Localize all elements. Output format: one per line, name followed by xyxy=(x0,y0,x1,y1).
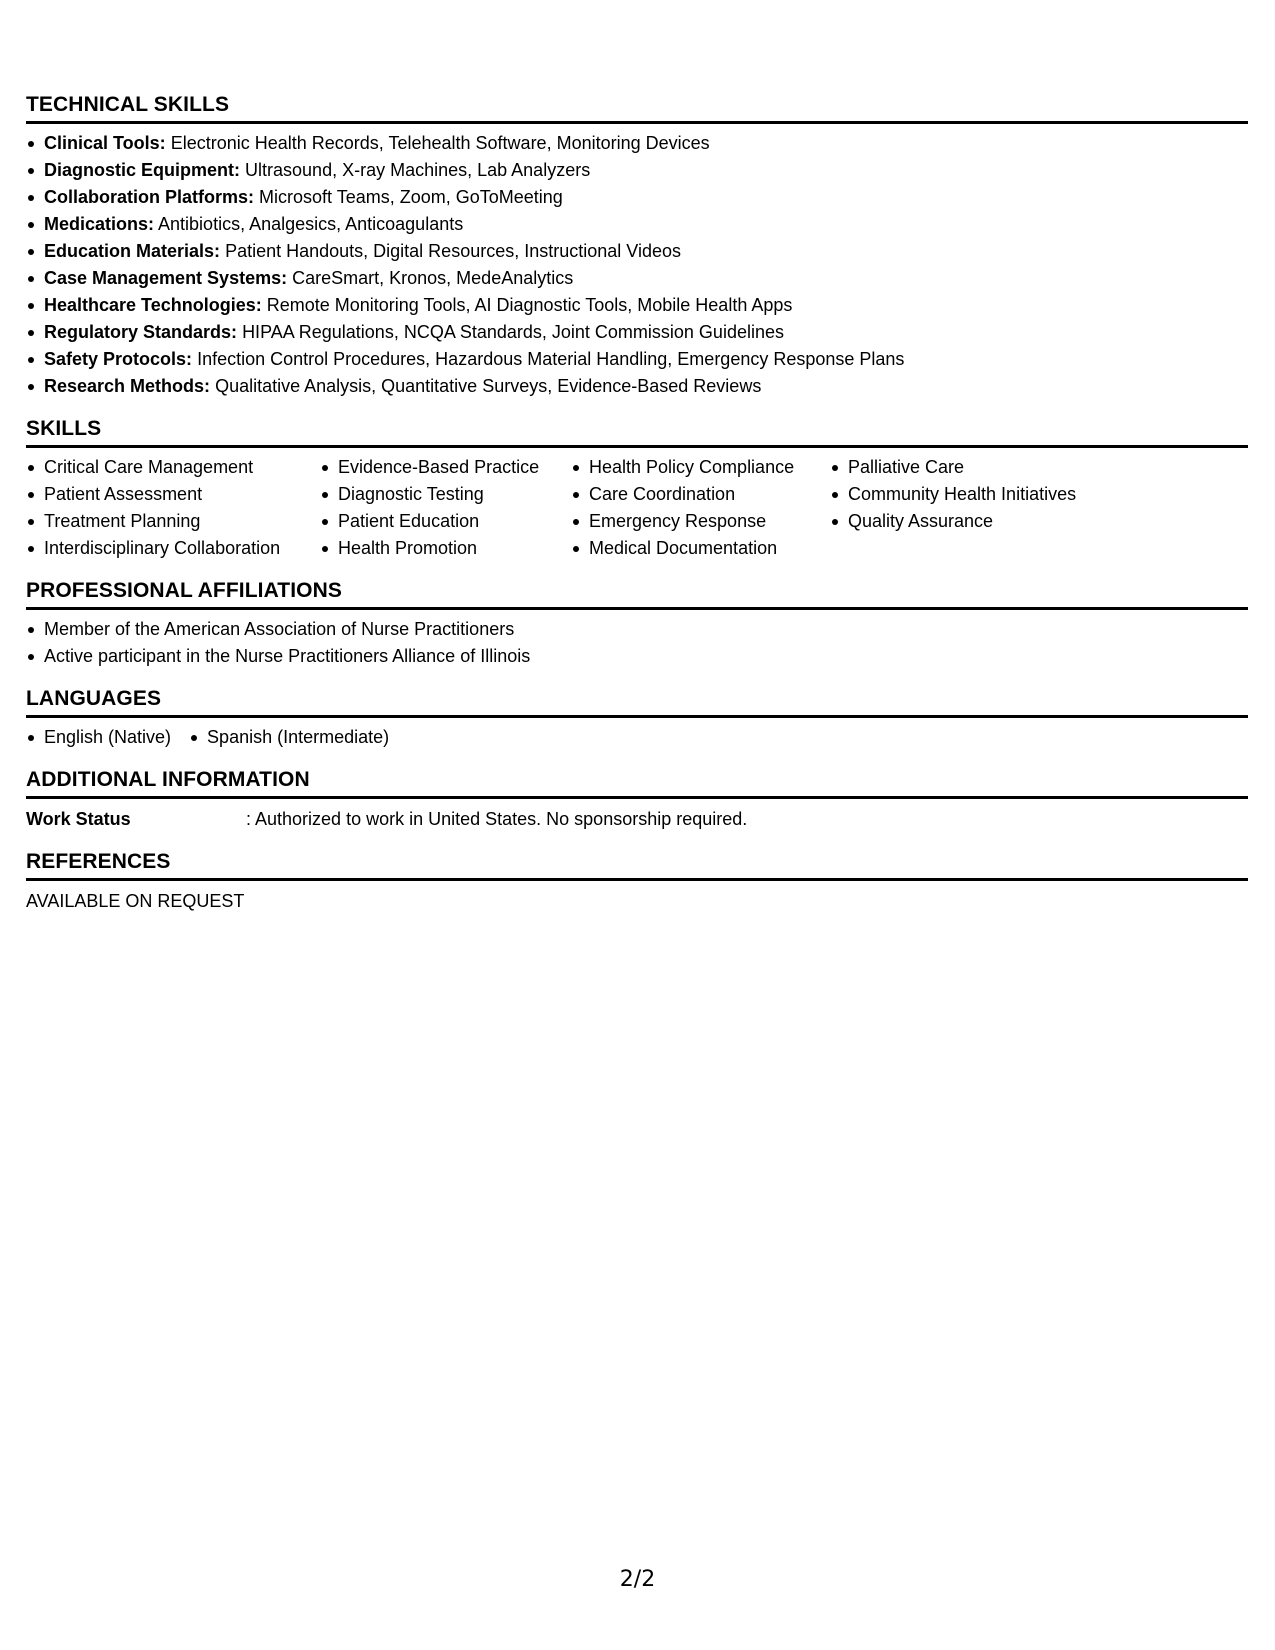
skills-grid xyxy=(26,454,1248,562)
item-label: Research Methods: xyxy=(44,376,211,396)
list-item: Medical Documentation xyxy=(571,535,830,562)
item-text: Remote Monitoring Tools, AI Diagnostic Tools, Mobile Health Apps xyxy=(266,295,793,315)
item-label: Collaboration Platforms: xyxy=(44,187,255,207)
languages-section xyxy=(26,686,1248,751)
additional-info-section xyxy=(26,767,1248,833)
list-item: Spanish (Intermediate) xyxy=(189,724,389,751)
affiliations-section xyxy=(26,578,1248,670)
item-label: Education Materials: xyxy=(44,241,221,261)
list-item: Treatment Planning xyxy=(26,508,320,535)
skills-column-2 xyxy=(320,454,571,562)
list-item: English (Native) xyxy=(26,724,171,751)
skills-section xyxy=(26,416,1248,562)
list-item xyxy=(26,319,1248,346)
list-item: Quality Assurance xyxy=(830,508,1130,535)
references-heading: REFERENCES xyxy=(26,849,1248,881)
work-status-label: Work Status xyxy=(26,809,131,829)
list-item xyxy=(26,238,1248,265)
item-text: Electronic Health Records, Telehealth Software, Monitoring Devices xyxy=(170,133,710,153)
list-item: Interdisciplinary Collaboration xyxy=(26,535,320,562)
work-status-row xyxy=(26,806,1248,833)
list-item xyxy=(26,265,1248,292)
technical-skills-section xyxy=(26,92,1248,400)
references-text: AVAILABLE ON REQUEST xyxy=(26,891,245,911)
list-item xyxy=(26,211,1248,238)
skills-column-1 xyxy=(26,454,320,562)
list-item: Patient Assessment xyxy=(26,481,320,508)
references-section xyxy=(26,849,1248,915)
list-item: Active participant in the Nurse Practitioners Alliance of Illinois xyxy=(26,643,1248,670)
languages-row xyxy=(26,724,1248,751)
languages-heading: LANGUAGES xyxy=(26,686,1248,718)
list-item: Patient Education xyxy=(320,508,571,535)
skills-column-4 xyxy=(830,454,1130,562)
list-item: Care Coordination xyxy=(571,481,830,508)
affiliations-heading: PROFESSIONAL AFFILIATIONS xyxy=(26,578,1248,610)
affiliations-list xyxy=(26,616,1248,670)
list-item: Health Policy Compliance xyxy=(571,454,830,481)
item-text: HIPAA Regulations, NCQA Standards, Joint Commission Guidelines xyxy=(242,322,784,342)
languages-column-2 xyxy=(189,724,389,751)
skills-heading: SKILLS xyxy=(26,416,1248,448)
list-item xyxy=(26,292,1248,319)
item-text: Microsoft Teams, Zoom, GoToMeeting xyxy=(259,187,563,207)
list-item: Evidence-Based Practice xyxy=(320,454,571,481)
item-label: Clinical Tools: xyxy=(44,133,166,153)
technical-skills-heading: TECHNICAL SKILLS xyxy=(26,92,1248,124)
page-number: 2/2 xyxy=(619,1567,656,1592)
item-text: Infection Control Procedures, Hazardous Material Handling, Emergency Response Plans xyxy=(197,349,905,369)
list-item: Health Promotion xyxy=(320,535,571,562)
item-text: Patient Handouts, Digital Resources, Instructional Videos xyxy=(225,241,681,261)
additional-info-heading: ADDITIONAL INFORMATION xyxy=(26,767,1248,799)
item-label: Healthcare Technologies: xyxy=(44,295,262,315)
list-item xyxy=(26,184,1248,211)
item-text: Ultrasound, X-ray Machines, Lab Analyzers xyxy=(245,160,591,180)
resume-page xyxy=(26,92,1248,931)
list-item xyxy=(26,130,1248,157)
item-label: Regulatory Standards: xyxy=(44,322,238,342)
work-status-value: : Authorized to work in United States. No sponsorship required. xyxy=(246,809,748,829)
list-item: Community Health Initiatives xyxy=(830,481,1130,508)
list-item xyxy=(26,157,1248,184)
list-item: Palliative Care xyxy=(830,454,1130,481)
list-item: Emergency Response xyxy=(571,508,830,535)
item-text: Antibiotics, Analgesics, Anticoagulants xyxy=(158,214,464,234)
languages-column-1 xyxy=(26,724,171,751)
skills-column-3 xyxy=(571,454,830,562)
list-item: Diagnostic Testing xyxy=(320,481,571,508)
technical-skills-list xyxy=(26,130,1248,400)
item-text: CareSmart, Kronos, MedeAnalytics xyxy=(292,268,574,288)
list-item: Critical Care Management xyxy=(26,454,320,481)
list-item xyxy=(26,373,1248,400)
item-label: Diagnostic Equipment: xyxy=(44,160,241,180)
item-label: Case Management Systems: xyxy=(44,268,288,288)
list-item: Member of the American Association of Nurse Practitioners xyxy=(26,616,1248,643)
item-label: Safety Protocols: xyxy=(44,349,193,369)
item-text: Qualitative Analysis, Quantitative Surveys, Evidence-Based Reviews xyxy=(215,376,762,396)
list-item xyxy=(26,346,1248,373)
item-label: Medications: xyxy=(44,214,155,234)
